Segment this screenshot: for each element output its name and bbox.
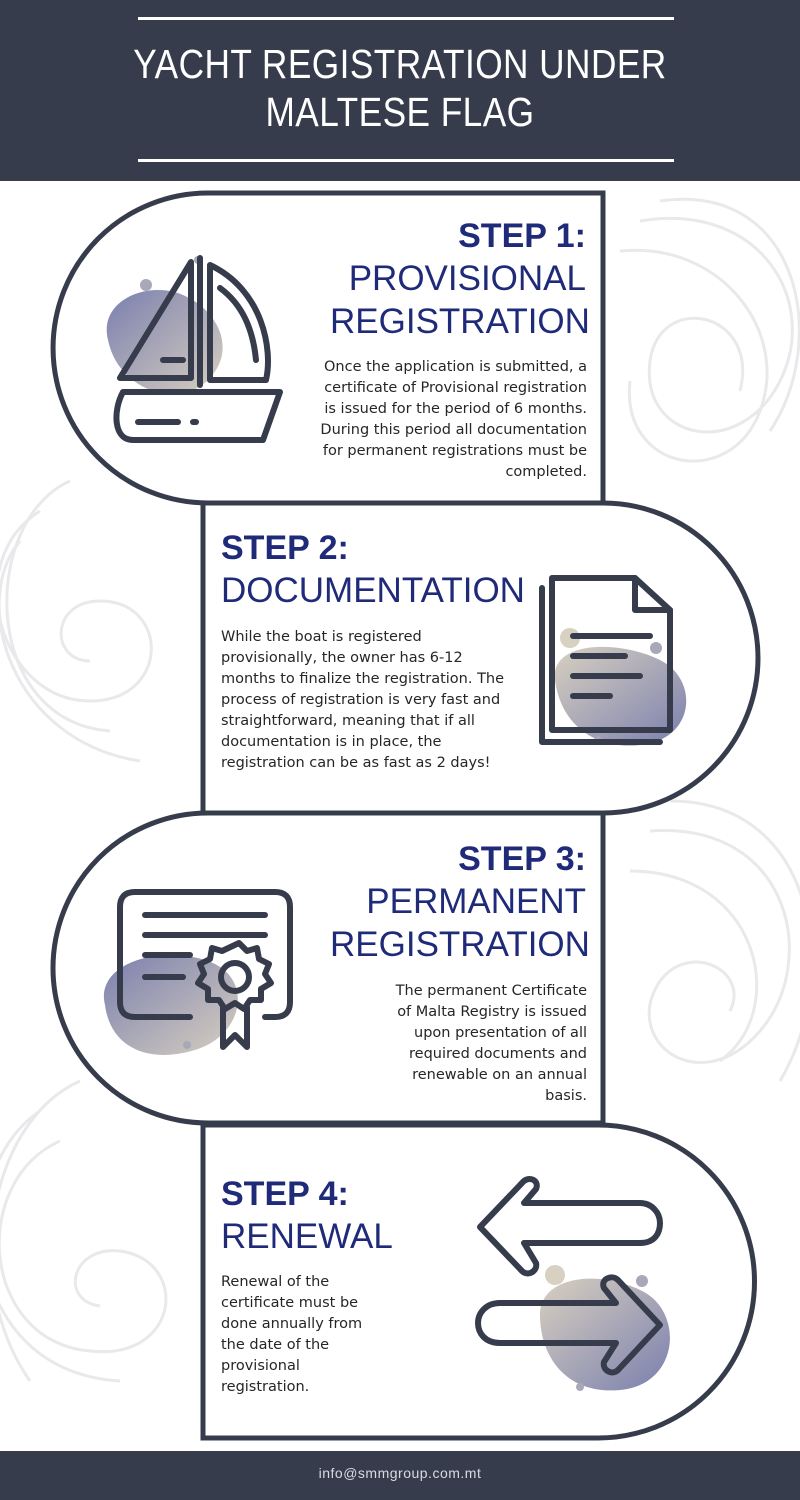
step-4-name-line-1: RENEWAL [221, 1217, 393, 1256]
step-2-heading [221, 527, 541, 612]
step-3-name-line-1: PERMANENT [366, 882, 586, 921]
step-4-number: STEP 4: [221, 1175, 349, 1213]
contact-email[interactable]: info@smmgroup.com.mt [318, 1465, 482, 1481]
step-1-name-line-2: REGISTRATION [330, 302, 590, 341]
step-4-description: Renewal of the certificate must be done annually from the date of the provisional registration. [221, 1274, 363, 1395]
page-title-line-1: YACHT REGISTRATION UNDER [133, 41, 667, 87]
step-2-description: While the boat is registered provisionally, the owner has 6-12 months to finalize the registration. The process of registration is very fast and straightforward, meaning that if all documentation is in place, the registration can be as fast as 2 days! [221, 629, 505, 771]
step-1-number: STEP 1: [458, 217, 586, 255]
step-2-number: STEP 2: [221, 529, 349, 567]
step-1-heading [330, 215, 590, 343]
page-title-line-2: MALTESE FLAG [265, 89, 535, 135]
step-3-description: The permanent Certificate of Malta Registry is issued upon presentation of all required documents and renewable on an annual basis. [395, 983, 587, 1104]
documents-icon [530, 570, 700, 750]
sailboat-icon [88, 250, 288, 450]
header-banner [0, 0, 800, 181]
step-4-heading [221, 1173, 441, 1258]
page-title [56, 40, 744, 136]
step-3-heading [330, 838, 590, 966]
certificate-icon [95, 885, 305, 1065]
footer-bar [0, 1451, 800, 1500]
step-1-name-line-1: PROVISIONAL [348, 259, 586, 298]
step-1-description: Once the application is submitted, a certificate of Provisional registration is issued for the period of 6 months. During this period all documentation for permanent registrations must be completed. [320, 359, 587, 480]
header-top-rule [138, 17, 674, 20]
step-3-name-line-2: REGISTRATION [330, 925, 590, 964]
header-bottom-rule [138, 159, 674, 162]
renew-arrows-icon [470, 1175, 690, 1400]
step-2-name-line-1: DOCUMENTATION [221, 571, 525, 610]
step-3-number: STEP 3: [458, 840, 586, 878]
